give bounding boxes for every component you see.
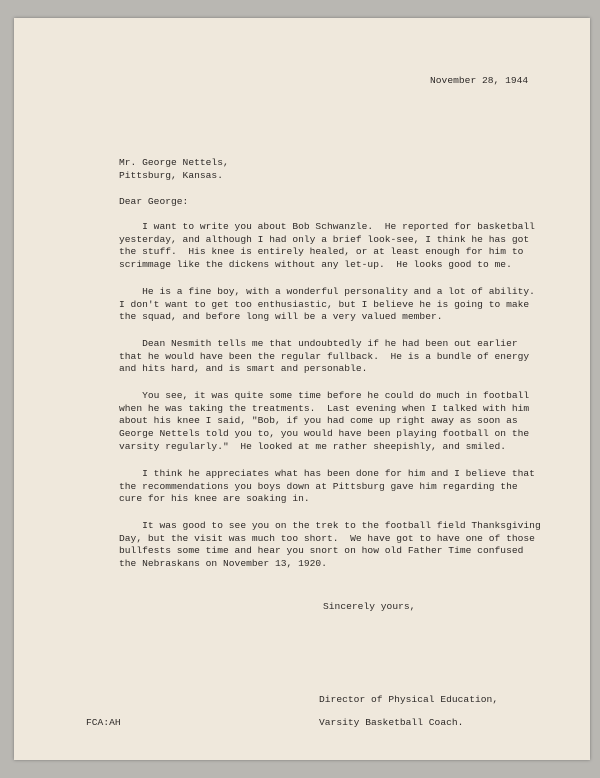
paragraph-line: He is a fine boy, with a wonderful personality and a lot of ability. <box>119 286 535 297</box>
typist-initials: FCA:AH <box>86 717 121 728</box>
paragraph-4 <box>119 390 529 454</box>
paragraph-line: Day, but the visit was much too short. We have got to have one of those <box>119 532 535 544</box>
recipient-address: Pittsburg, Kansas. <box>119 170 223 181</box>
salutation: Dear George: <box>119 196 189 207</box>
paragraph-line: cure for his knee are soaking in. <box>119 493 310 505</box>
paragraph-line: I think he appreciates what has been done for him and I believe that <box>119 468 535 479</box>
paragraph-line: varsity regularly." He looked at me rather sheepishly, and smiled. <box>119 440 507 452</box>
paragraph-line: George Nettels told you to, you would have been playing football on the <box>119 428 530 440</box>
signature-title-line-2: Varsity Basketball Coach. <box>319 717 464 728</box>
closing: Sincerely yours, <box>323 601 416 612</box>
paragraph-line: about his knee I said, "Bob, if you had come up right away as soon as <box>119 415 518 427</box>
paragraph-line: It was good to see you on the trek to the football field Thanksgiving <box>119 520 541 531</box>
signature-title-line-1: Director of Physical Education, <box>319 694 499 705</box>
paragraph-6 <box>119 520 541 571</box>
paragraph-line: the stuff. His knee is entirely healed, or at least enough for him to <box>119 246 524 258</box>
paragraph-line: the squad, and before long will be a very valued member. <box>119 311 443 323</box>
paragraph-line: that he would have been the regular fullback. He is a bundle of energy <box>119 350 530 362</box>
paragraph-line: Dean Nesmith tells me that undoubtedly if he had been out earlier <box>119 338 518 349</box>
paragraph-3 <box>119 338 529 376</box>
paragraph-line: the Nebraskans on November 13, 1920. <box>119 558 327 570</box>
paragraph-line: the recommendations you boys down at Pittsburg gave him regarding the <box>119 480 518 492</box>
paragraph-line: You see, it was quite some time before he could do much in football <box>119 390 530 401</box>
paragraph-line: scrimmage like the dickens without any let-up. He looks good to me. <box>119 259 512 271</box>
paragraph-line: I want to write you about Bob Schwanzle. He reported for basketball <box>119 221 535 232</box>
paragraph-line: and hits hard, and is smart and personable. <box>119 363 368 375</box>
paragraph-line: I don't want to get too enthusiastic, but I believe he is going to make <box>119 298 530 310</box>
letter-page <box>14 18 590 760</box>
paragraph-line: yesterday, and although I had only a brief look-see, I think he has got <box>119 233 530 245</box>
recipient-name: Mr. George Nettels, <box>119 157 229 168</box>
letter-date: November 28, 1944 <box>430 75 529 86</box>
paragraph-line: bullfests some time and hear you snort on how old Father Time confused <box>119 545 524 557</box>
paragraph-1 <box>119 221 535 272</box>
paragraph-5 <box>119 468 535 506</box>
paragraph-2 <box>119 286 535 324</box>
paragraph-line: when he was taking the treatments. Last evening when I talked with him <box>119 402 530 414</box>
